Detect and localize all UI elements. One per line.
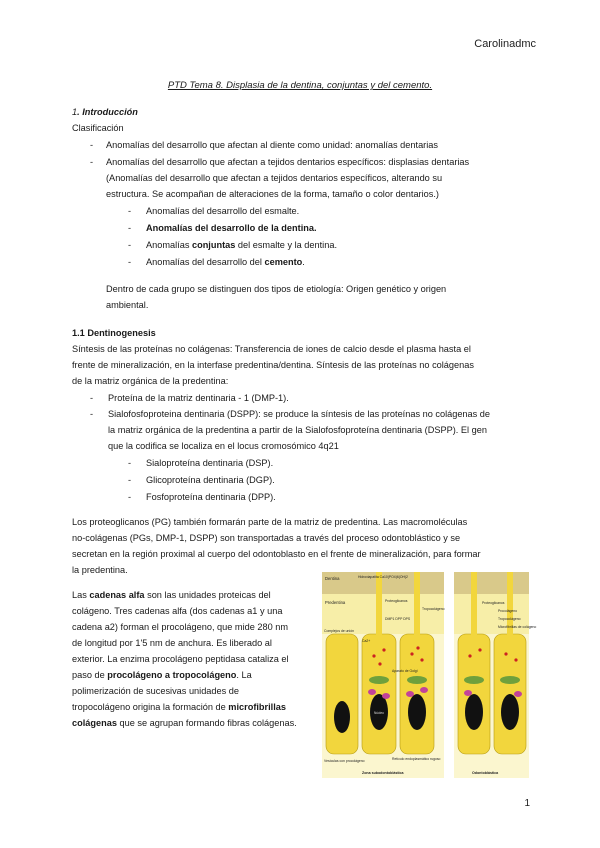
paragraph-line: polimerización de sucesivas unidades de [72, 686, 240, 696]
list-item-cont: que la codifica se localiza en el locus cromosómico 4q21 [108, 441, 339, 451]
figure-label: Dentina [325, 576, 340, 581]
sub-list-item: Anomalías conjuntas del esmalte y la dentina. [146, 240, 337, 250]
paragraph-line: de la matriz orgánica de la predentina: [72, 376, 229, 386]
figure-label: Zona subodontoblástica [362, 771, 404, 775]
sub-list-item: Anomalías del desarrollo de la dentina. [146, 223, 317, 233]
paragraph-line: Síntesis de las proteínas no colágenas: Transferencia de iones de calcio desde el plasma hasta el [72, 344, 471, 354]
dentin-layer [454, 572, 529, 594]
odontoblast-cell [326, 634, 358, 754]
figure-label: Proteoglicanos [482, 601, 505, 605]
figure-label: Ca2+ [362, 639, 371, 643]
figure-label: Tropocolágeno [498, 617, 521, 621]
paragraph-line: exterior. La enzima procolágeno peptidasa cataliza el [72, 654, 289, 664]
paragraph-line: de longitud por 1'5 nm de anchura. Es liberado al [72, 638, 272, 648]
list-item-cont: (Anomalías del desarrollo que afectan a tejidos dentarios específicos, alterando su [106, 173, 443, 183]
dash-bullet: - [128, 492, 132, 502]
figure-label: Microfibrillas de colágeno [498, 625, 537, 629]
document-title: PTD Tema 8. Displasia de la dentina, conjuntas y del cemento. [167, 80, 433, 91]
author-header: Carolinadmc [474, 38, 536, 50]
dash-bullet: - [90, 393, 94, 403]
dash-bullet: - [128, 240, 132, 250]
paragraph-line: cadena a2) forman el procolágeno, que mide 280 nm [72, 622, 289, 632]
dash-bullet: - [90, 409, 94, 419]
dash-bullet: - [128, 458, 132, 468]
section-heading-dentinogenesis: 1.1 Dentinogenesis [72, 328, 156, 338]
list-item: Anomalías del desarrollo que afectan al diente como unidad: anomalías dentarias [106, 140, 438, 150]
figure-label: DMP1 DPP DPS [385, 617, 411, 621]
sub-list-item: Glicoproteína dentinaria (DGP). [146, 475, 275, 485]
paragraph-line: paso de procolágeno a tropocolágeno. La [72, 670, 252, 680]
sub-list-item: Sialoproteína dentinaria (DSP). [146, 458, 274, 468]
figure-label: Aparato de Golgi [392, 669, 418, 673]
figure-label: Odontoblástica [472, 771, 499, 775]
clasificacion-label: Clasificación [72, 123, 124, 133]
sub-list-item: Fosfoproteína dentinaria (DPP). [146, 492, 276, 502]
list-item-cont: la matriz orgánica de la predentina a partir de la Sialofosfoproteína dentinaria (DSPP). El gen [108, 425, 487, 435]
paragraph-line: colágenas que se agrupan formando fibras colágenas. [72, 718, 297, 728]
paragraph-line: Los proteoglicanos (PG) también formarán parte de la matriz de predentina. Las macromoléculas [72, 517, 468, 527]
figure-label: Vesículas con procolágeno [324, 759, 365, 763]
dash-bullet: - [90, 157, 94, 167]
page-number: 1 [524, 798, 530, 809]
figure-label: Tropocolágeno [422, 607, 445, 611]
dash-bullet: - [90, 140, 94, 150]
figure-label: Núcleo [374, 711, 384, 715]
dash-bullet: - [128, 223, 132, 233]
paragraph-line: secretan en la región proximal al cuerpo del odontoblasto en el frente de mineralización, para formar [72, 549, 481, 559]
dash-bullet: - [128, 257, 132, 267]
dash-bullet: - [128, 475, 132, 485]
figure-label: Predentina [325, 600, 346, 605]
etiology-text: Dentro de cada grupo se distinguen dos tipos de etiología: Origen genético y origen [106, 284, 447, 294]
etiology-text: ambiental. [106, 300, 149, 310]
paragraph-line: no-colágenas (PGs, DMP-1, DSPP) son transportadas a través del proceso odontoblástico y se [72, 533, 461, 543]
dash-bullet: - [128, 206, 132, 216]
paragraph-line: Las cadenas alfa son las unidades proteicas del [72, 590, 271, 600]
figure-label: Retículo endoplasmático rugoso [392, 757, 441, 761]
paragraph-line: tropocolágeno origina la formación de microfibrillas [72, 702, 286, 712]
paragraph-line: frente de mineralización, en la interfase predentina/dentina. Síntesis de las proteínas no colágenas [72, 360, 474, 370]
figure-label: Proteoglicanos [385, 599, 408, 603]
list-item: Sialofosfoproteina dentinaria (DSPP): se produce la síntesis de las proteínas no colágenas de [108, 409, 491, 419]
sub-list-item: Anomalías del desarrollo del cemento. [146, 257, 305, 267]
paragraph-line: colágeno. Tres cadenas alfa (dos cadenas a1 y una [72, 606, 283, 616]
section-heading-introduccion: 1. Introducción [72, 107, 138, 117]
list-item: Anomalías del desarrollo que afectan a tejidos dentarios específicos: displasias dentarias [106, 157, 470, 167]
list-item-cont: estructura. Se acompañan de alteraciones de la forma, tamaño o color dentarios.) [106, 189, 439, 199]
odontoblast-figure [322, 572, 537, 778]
list-item: Proteína de la matriz dentinaria - 1 (DMP-1). [108, 393, 289, 403]
figure-label: Hidroxiapatita Ca10(PO4)6(OH)2 [358, 575, 408, 579]
figure-label: Procolágeno [498, 609, 518, 613]
paragraph-line: la predentina. [72, 565, 128, 575]
sub-list-item: Anomalías del desarrollo del esmalte. [146, 206, 300, 216]
figure-label: Complejos de unión [324, 629, 354, 633]
